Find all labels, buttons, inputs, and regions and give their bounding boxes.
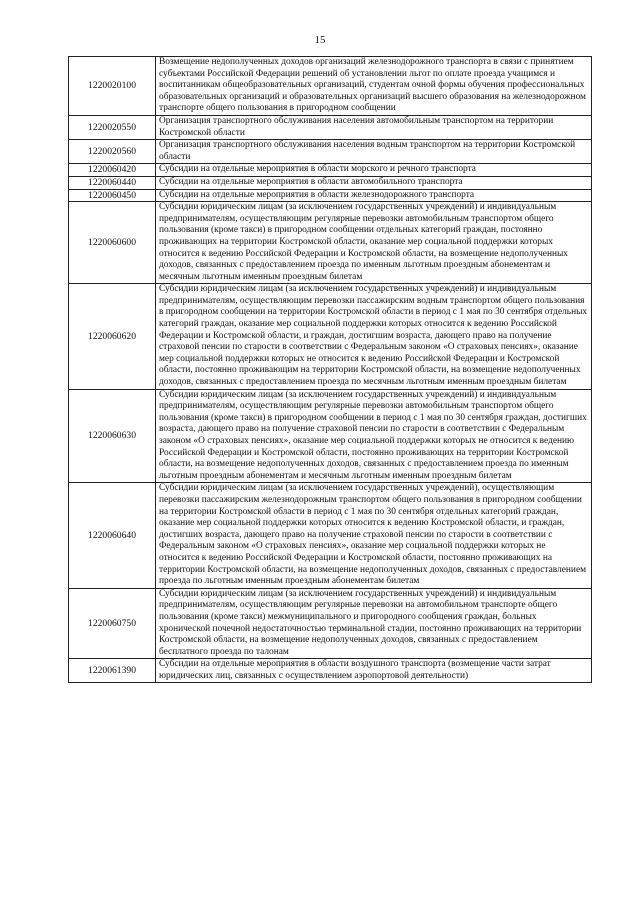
description-cell: Субсидии юридическим лицам (за исключением государственных учреждений), осуществляющим перевозки пассажирским железнодорожным транспортом общего пользования в пригородном сообщении на территории Костромской области в период с 1 мая по 30 сентября отдельных категорий граждан, оказание мер социальной поддержки которых относится к ведению Костромской области, и граждан, достигших возраста, дающего право на получение страховой пенсии по старости в соответствии с Федеральным законом «О страховых пенсиях», оказание мер социальной поддержки которых не относится к ведению Российской Федерации и Костромской области, постоянно проживающих на территории Костромской области, на возмещение недополученных доходов, связанных с предоставлением проезда по льготным именным проездным абонементам билетам — [156, 483, 592, 588]
budget-code-table — [68, 56, 592, 683]
description-cell: Субсидии на отдельные мероприятия в области автомобильного транспорта — [156, 176, 592, 189]
budget-code-cell: 1220060600 — [69, 202, 156, 284]
budget-code-cell: 1220020550 — [69, 115, 156, 139]
table-row — [69, 202, 592, 284]
budget-code-cell: 1220060450 — [69, 189, 156, 202]
description-cell: Организация транспортного обслуживания населения автомобильным транспортом на территории Костромской области — [156, 115, 592, 139]
table-row — [69, 189, 592, 202]
description-cell: Субсидии на отдельные мероприятия в области морского и речного транспорта — [156, 164, 592, 177]
budget-code-cell: 1220060440 — [69, 176, 156, 189]
description-cell: Возмещение недополученных доходов организаций железнодорожного транспорта в связи с принятием субъектами Российской Федерации решений об установлении льгот по оплате проезда учащимся и воспитанникам общеобразовательных организаций, студентам очной формы обучения профессиональных образовательных организаций и образовательных организаций высшего образования на железнодорожном транспорте общего пользования в пригородном сообщении — [156, 57, 592, 116]
description-cell: Субсидии юридическим лицам (за исключением государственных учреждений) и индивидуальным предпринимателям, осуществляющим регулярные перевозки на автомобильном транспорте общего пользования (кроме такси) межмуниципального и пригородного сообщения граждан, больных хронической почечной недостаточностью терминальной стадии, постоянно проживающих на территории Костромской области, на возмещение недополученных доходов, связанных с предоставлением бесплатного проезда по талонам — [156, 588, 592, 659]
table-row — [69, 57, 592, 116]
page-number: 15 — [314, 34, 326, 46]
table-row — [69, 140, 592, 164]
description-cell: Субсидии юридическим лицам (за исключением государственных учреждений) и индивидуальным предпринимателям, осуществляющим перевозки пассажирским водным транспортом общего пользования в пригородном сообщении на территории Костромской области в период с 1 мая по 30 сентября отдельных категорий граждан, оказание мер социальной поддержки которых относится к ведению Российской Федерации и Костромской области, и граждан, достигшим возраста, дающего право на получение страховой пенсии по старости в соответствии с Федеральным законом «О страховых пенсиях», оказание мер социальной поддержки которых не относится к ведению Российской Федерации и Костромской области, постоянно проживающим на территории Костромской области, на возмещение недополученных доходов, связанных с предоставлением проезда по месячным льготным именным проездным билетам — [156, 284, 592, 389]
budget-code-cell: 1220060420 — [69, 164, 156, 177]
table-row — [69, 588, 592, 659]
budget-code-cell: 1220060630 — [69, 389, 156, 483]
table-row — [69, 659, 592, 683]
budget-code-cell: 1220060640 — [69, 483, 156, 588]
table-body — [69, 57, 592, 683]
budget-code-cell: 1220060750 — [69, 588, 156, 659]
description-cell: Субсидии на отдельные мероприятия в области воздушного транспорта (возмещение части затрат юридических лиц, связанных с осуществлением аэропортовой деятельности) — [156, 659, 592, 683]
budget-code-cell: 1220061390 — [69, 659, 156, 683]
description-cell: Субсидии юридическим лицам (за исключением государственных учреждений) и индивидуальным предпринимателям, осуществляющим регулярные перевозки автомобильным транспортом общего пользования (кроме такси) в пригородном сообщении отдельных категорий граждан, постоянно проживающих на территории Костромской области, оказание мер социальной поддержки которых относится к ведению Российской Федерации и Костромской области, на возмещение недополученных доходов, связанных с предоставлением проезда по именным льготным проездным абонементам и месячным льготным именным проездным билетам — [156, 202, 592, 284]
table-row — [69, 389, 592, 483]
table-row — [69, 176, 592, 189]
table-row — [69, 483, 592, 588]
budget-code-cell: 1220060620 — [69, 284, 156, 389]
description-cell: Субсидии юридическим лицам (за исключением государственных учреждений) и индивидуальным предпринимателям, осуществляющим регулярные перевозки автомобильным транспортом общего пользования (кроме такси) в пригородном сообщении в период с 1 мая по 30 сентября граждан, достигших возраста, дающего право на получение страховой пенсии по старости в соответствии с Федеральным законом «О страховых пенсиях», оказание мер социальной поддержки которых не относится к ведению Российской Федерации и Костромской области, постоянно проживающих на территории Костромской области, на возмещение недополученных доходов, связанных с предоставлением проезда по именным льготным проездным абонементам и месячным льготным именным проездным билетам — [156, 389, 592, 483]
table-row — [69, 284, 592, 389]
description-cell: Субсидии на отдельные мероприятия в области железнодорожного транспорта — [156, 189, 592, 202]
table-row — [69, 164, 592, 177]
budget-code-cell: 1220020560 — [69, 140, 156, 164]
description-cell: Организация транспортного обслуживания населения водным транспортом на территории Костромской области — [156, 140, 592, 164]
budget-code-cell: 1220020100 — [69, 57, 156, 116]
table-row — [69, 115, 592, 139]
